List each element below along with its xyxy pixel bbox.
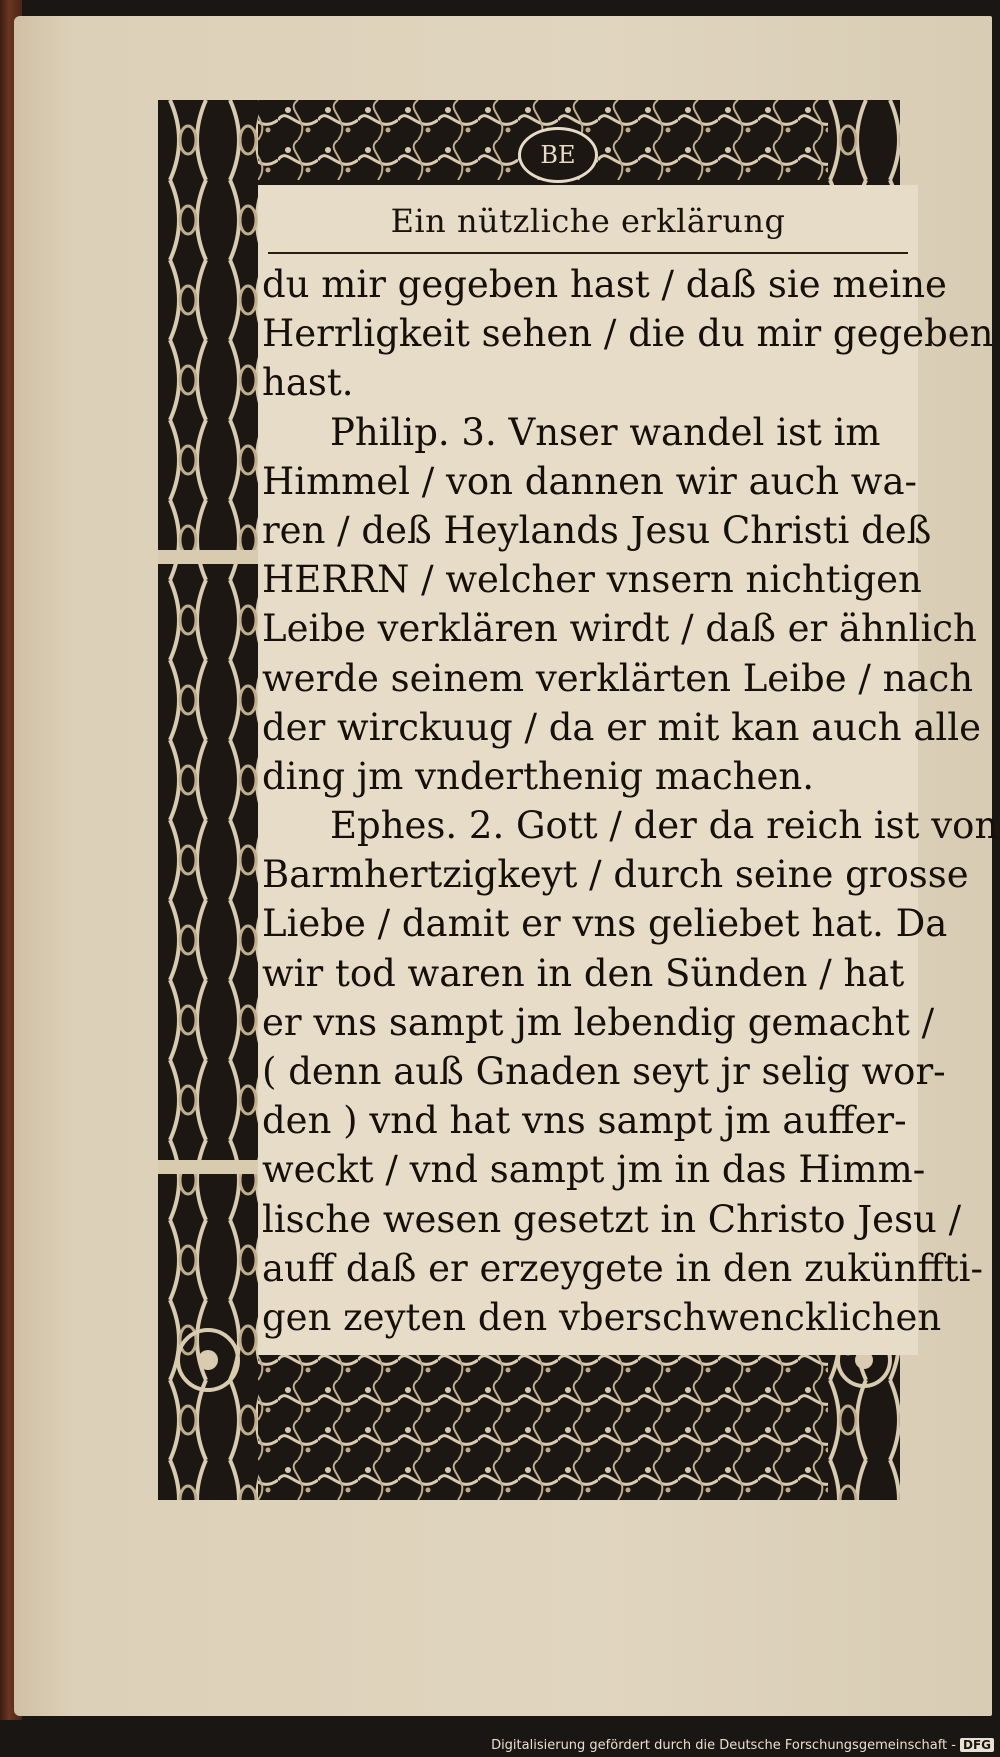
text-line: ( denn auß Gnaden seyt jr selig wor- [262, 1050, 946, 1093]
text-line: auff daß er erzeygete in den zukünffti- [262, 1246, 983, 1290]
digitization-credit [491, 1738, 994, 1753]
text-line: ding jm vnderthenig machen. [262, 754, 815, 798]
text-line: Leibe verklären wirdt / daß er ähnlich [262, 607, 977, 651]
text-line: er vns sampt jm lebendig gemacht / [262, 1000, 935, 1044]
text-line: ren / deß Heylands Jesu Christi deß [262, 508, 932, 552]
text-line: weckt / vnd sampt jm in das Himm- [262, 1148, 926, 1192]
text-line: Barmhertzigkeyt / durch seine grosse [262, 853, 969, 897]
text-line: Herrligkeit sehen / die du mir gegeben [262, 312, 994, 356]
text-line: den ) vnd hat vns sampt jm auffer- [262, 1099, 907, 1143]
text-line: Liebe / damit er vns geliebet hat. Da [262, 902, 948, 946]
running-head: Ein nützliche erklärung [390, 202, 786, 240]
page-body-text [262, 260, 999, 1342]
text-line: wir tod waren in den Sünden / hat [262, 951, 905, 995]
text-line: Philip. 3. Vnser wandel ist im [330, 410, 881, 454]
text-line: du mir gegeben hast / daß sie meine [262, 263, 947, 306]
header-rule [268, 252, 908, 254]
text-line: der wirckuug / da er mit kan auch alle [262, 705, 981, 749]
text-line: werde seinem verklärten Leibe / nach [262, 656, 974, 700]
dfg-logo: DFG [960, 1738, 994, 1752]
text-line: Himmel / von dannen wir auch wa- [262, 459, 918, 503]
text-line: lische wesen gesetzt in Christo Jesu / [262, 1197, 962, 1241]
text-line: Ephes. 2. Gott / der da reich ist von [330, 804, 999, 848]
text-line: HERRN / welcher vnsern nichtigen [262, 558, 922, 602]
text-line: gen zeyten den vberschwencklichen [262, 1295, 942, 1339]
credit-text: Digitalisierung gefördert durch die Deutsche Forschungsgemeinschaft - [491, 1738, 956, 1753]
printer-signature-mark: BE [518, 127, 598, 183]
text-line: hast. [262, 361, 354, 405]
